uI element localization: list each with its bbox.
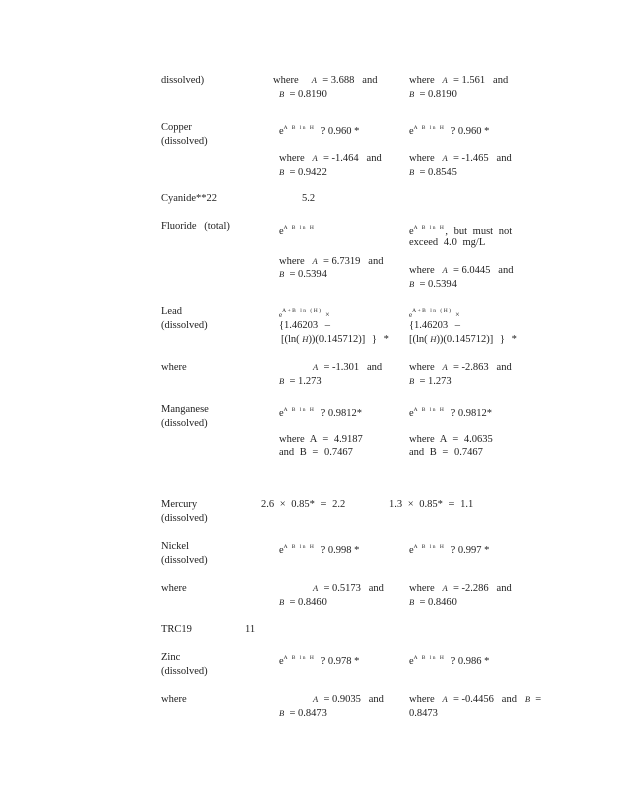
var-a: A [313, 694, 319, 704]
row-label-where: where [161, 583, 187, 594]
formula-where-line [409, 74, 508, 87]
row-label-dissolved: (dissolved) [161, 513, 208, 524]
var-a: A [312, 256, 318, 266]
formula-a-line [313, 693, 384, 706]
var-a: A [442, 694, 448, 704]
row-label-where: where [161, 362, 187, 373]
formula-b-line: and B = 0.7467 [409, 447, 483, 458]
var-a: A [442, 75, 448, 85]
exponent: A B ln H [413, 655, 446, 661]
conversion-factor: ? 0.978 * [320, 656, 360, 667]
row-label-trc: TRC19 [161, 624, 192, 635]
formula-part: [(ln( [409, 334, 428, 345]
conversion-factor: ? 0.9812* [320, 408, 363, 419]
value-a: = 0.5173 [323, 583, 361, 594]
and-word: and [366, 153, 382, 164]
var-a: A [442, 153, 448, 163]
e-symbol: e [409, 226, 414, 237]
value-a: = -1.464 [322, 153, 359, 164]
conversion-factor: ? 0.998 * [320, 545, 360, 556]
and-word: and [368, 694, 384, 705]
var-a: A [442, 265, 448, 275]
formula-b-line [409, 278, 457, 291]
and-word: and [368, 256, 384, 267]
value-a: = -2.286 [452, 583, 489, 594]
formula-line: {1.46203 – [409, 320, 461, 331]
value-b: = 1.273 [289, 376, 322, 387]
conversion-factor: ? 0.960 * [320, 126, 360, 137]
where-word: where [409, 75, 435, 86]
and-word: and [501, 694, 517, 705]
and-word: and [496, 153, 512, 164]
mercury-acute-value: 2.6 × 0.85* = 2.2 [261, 499, 346, 510]
limit-note-line-2: exceed 4.0 mg/L [409, 237, 486, 248]
e-symbol: e [409, 126, 414, 137]
value-b: = 0.5394 [289, 269, 327, 280]
and-word: and [367, 362, 383, 373]
var-b: B [409, 279, 415, 289]
limit-note: , but must not [445, 226, 513, 237]
conversion-factor: ? 0.960 * [450, 126, 490, 137]
row-label-cyanide: Cyanide**22 [161, 193, 217, 204]
row-label-fluoride: Fluoride (total) [161, 221, 230, 232]
var-b: B [409, 376, 415, 386]
formula-where-line [409, 152, 512, 165]
formula-exponential [409, 122, 489, 138]
value-a: = 0.9035 [323, 694, 361, 705]
exponent: A B ln H [413, 125, 446, 131]
formula-b-line [409, 596, 457, 609]
var-b: B [279, 167, 285, 177]
row-label-where: where [161, 694, 187, 705]
exponent: A B ln H [413, 225, 446, 231]
var-a: A [442, 362, 448, 372]
var-a: A [313, 362, 319, 372]
conversion-factor: ? 0.997 * [450, 545, 490, 556]
row-label-copper: Copper [161, 122, 192, 133]
formula-where-line [279, 152, 382, 165]
value-a: = -1.465 [452, 153, 489, 164]
and-word: and [496, 583, 512, 594]
formula-where-line [273, 74, 377, 87]
formula-b-line [409, 375, 452, 388]
formula-where-line [409, 582, 512, 595]
exponent: A B ln H [283, 407, 316, 413]
row-label-dissolved: dissolved) [161, 75, 205, 86]
var-b: B [409, 167, 415, 177]
where-word: where [409, 265, 435, 276]
formula-where-line [409, 264, 513, 277]
formula-exponential [279, 652, 359, 668]
formula-part: ))(0.145712)] } * [308, 334, 389, 345]
formula-b-line [409, 88, 457, 101]
value-b: = 0.8190 [419, 89, 457, 100]
formula-where-line: where A = 4.0635 [409, 434, 493, 445]
row-label-nickel: Nickel [161, 541, 189, 552]
e-symbol: e [279, 656, 284, 667]
value-b: = 1.273 [419, 376, 452, 387]
equals-sign: = [535, 694, 542, 705]
formula-b-line [279, 375, 322, 388]
row-label-dissolved: (dissolved) [161, 320, 208, 331]
e-symbol: e [409, 656, 414, 667]
and-word: and [493, 75, 509, 86]
and-word: and [362, 75, 378, 86]
formula-exponential [279, 404, 362, 420]
value-b: = 0.8460 [289, 597, 327, 608]
row-label-dissolved: (dissolved) [161, 418, 208, 429]
value-a: = 1.561 [452, 75, 486, 86]
where-word: where [279, 256, 305, 267]
mercury-chronic-value: 1.3 × 0.85* = 1.1 [389, 499, 474, 510]
var-a: A [311, 75, 317, 85]
formula-exponential [409, 404, 492, 420]
formula-line: {1.46203 – [279, 320, 331, 331]
trc-value: 11 [245, 624, 256, 635]
and-word: and [496, 362, 512, 373]
where-word: where [409, 153, 435, 164]
and-word: and [498, 265, 514, 276]
var-b: B [279, 376, 285, 386]
formula-where-line [279, 255, 383, 268]
exponent: A B ln H [283, 655, 316, 661]
formula-a-line [313, 361, 382, 374]
var-b: B [409, 89, 415, 99]
and-word: and [368, 583, 384, 594]
e-symbol: e [279, 545, 284, 556]
formula-part: ))(0.145712)] } * [436, 334, 517, 345]
e-symbol: e [409, 311, 413, 319]
exponent: A B ln H [283, 544, 316, 550]
exponent: A+B ln (H) [412, 308, 453, 314]
formula-where-line [409, 361, 512, 374]
formula-b-line: and B = 0.7467 [279, 447, 353, 458]
multiply-sign: × [455, 310, 460, 319]
value-b: = 0.8473 [289, 708, 327, 719]
row-label-lead: Lead [161, 306, 182, 317]
exponent: A B ln H [413, 407, 446, 413]
formula-exponential [279, 222, 315, 238]
e-symbol: e [409, 408, 414, 419]
e-symbol: e [279, 408, 284, 419]
var-h: H [302, 334, 309, 344]
formula-where-line [409, 693, 541, 706]
where-word: where [273, 75, 299, 86]
row-label-dissolved: (dissolved) [161, 136, 208, 147]
e-symbol: e [279, 226, 284, 237]
formula-b-line [409, 166, 457, 179]
formula-b-line [279, 707, 327, 720]
value-a: = 6.7319 [322, 256, 361, 267]
formula-where-line: where A = 4.9187 [279, 434, 363, 445]
var-b: B [279, 708, 285, 718]
cyanide-value: 5.2 [302, 193, 316, 204]
value-a: = -0.4456 [452, 694, 494, 705]
multiply-sign: × [325, 310, 330, 319]
value-b: = 0.5394 [419, 279, 457, 290]
where-word: where [279, 153, 305, 164]
formula-part: [(ln( [281, 334, 300, 345]
formula-exponential [279, 541, 359, 557]
formula-b-line [279, 596, 327, 609]
row-label-manganese: Manganese [161, 404, 209, 415]
var-b: B [409, 597, 415, 607]
var-a: A [313, 583, 319, 593]
value-a: = -1.301 [323, 362, 360, 373]
where-word: where [409, 583, 435, 594]
var-b: B [524, 694, 531, 704]
formula-line [409, 333, 517, 346]
formula-exponential [409, 652, 489, 668]
where-word: where [409, 694, 435, 705]
value-a: = 3.688 [322, 75, 355, 86]
e-symbol: e [409, 545, 414, 556]
conversion-factor: ? 0.9812* [450, 408, 493, 419]
e-symbol: e [279, 126, 284, 137]
e-symbol: e [279, 311, 283, 319]
exponent: A B ln H [283, 125, 316, 131]
value-b: = 0.8545 [419, 167, 457, 178]
row-label-dissolved: (dissolved) [161, 555, 208, 566]
formula-b-line [279, 268, 327, 281]
formula-exponential [279, 122, 359, 138]
exponent: A B ln H [283, 225, 316, 231]
var-b: B [279, 597, 285, 607]
value-b: = 0.8190 [289, 89, 327, 100]
var-a: A [312, 153, 318, 163]
formula-b-line [279, 88, 327, 101]
formula-b-value-line: 0.8473 [409, 708, 438, 719]
exponent: A+B ln (H) [282, 308, 323, 314]
exponent: A B ln H [413, 544, 446, 550]
formula-exponential [409, 541, 489, 557]
var-h: H [430, 334, 437, 344]
formula-b-line [279, 166, 327, 179]
var-a: A [442, 583, 448, 593]
value-b: = 0.8460 [419, 597, 457, 608]
value-a: = -2.863 [452, 362, 489, 373]
formula-line [281, 333, 389, 346]
row-label-dissolved: (dissolved) [161, 666, 208, 677]
formula-a-line [313, 582, 384, 595]
row-label-zinc: Zinc [161, 652, 181, 663]
value-b: = 0.9422 [289, 167, 327, 178]
var-b: B [279, 89, 285, 99]
var-b: B [279, 269, 285, 279]
conversion-factor: ? 0.986 * [450, 656, 490, 667]
value-a: = 6.0445 [452, 265, 491, 276]
row-label-mercury: Mercury [161, 499, 198, 510]
where-word: where [409, 362, 435, 373]
